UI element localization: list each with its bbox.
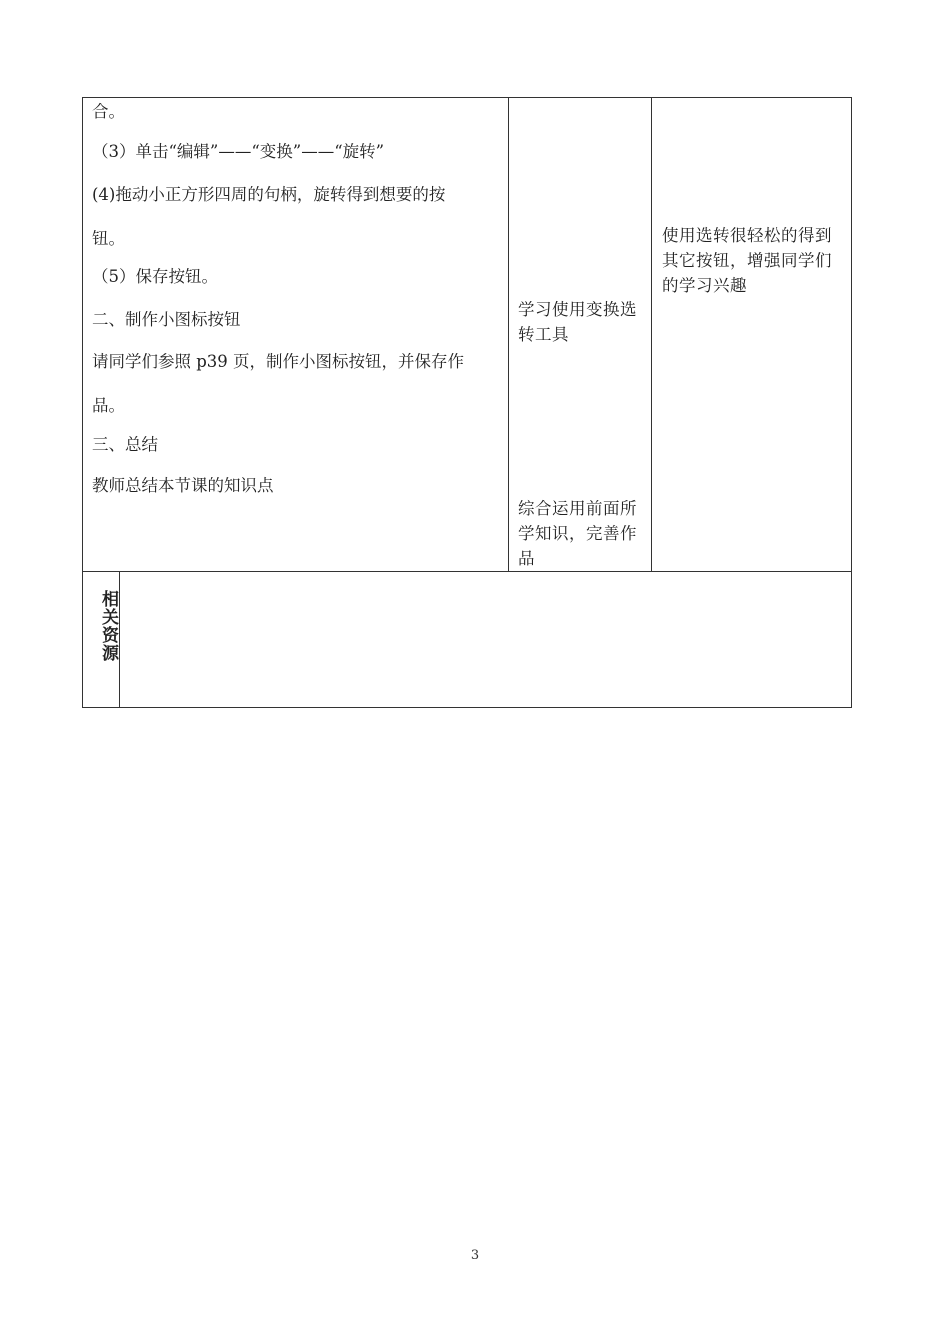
process-line: 教师总结本节课的知识点 [92,476,274,495]
student-activity-text: 学习使用变换选转工具 [518,300,637,344]
design-intent-text: 使用选转很轻松的得到其它按钮，增强同学们的学习兴趣 [662,226,832,295]
process-line: （5）保存按钮。 [92,267,218,286]
student-activity-cell [509,98,652,571]
process-line: 品。 [92,396,125,415]
resources-table [82,571,852,708]
process-line: 合。 [92,102,125,121]
process-line: (4)拖动小正方形四周的句柄，旋转得到想要的按 [92,185,446,204]
process-line: 二、制作小图标按钮 [92,310,241,329]
process-line: 三、总结 [92,435,158,454]
lesson-process-table [82,97,852,572]
process-line: （3）单击“编辑”——“变换”——“旋转” [92,142,385,161]
process-line: 请同学们参照 p39 页，制作小图标按钮，并保存作 [92,352,465,371]
process-line: 钮。 [92,229,125,248]
design-intent-cell [652,98,851,571]
teaching-process-cell [83,98,509,571]
resources-label-cell [83,572,120,707]
resources-content-cell [120,572,851,707]
student-activity-text: 综合运用前面所学知识，完善作品 [518,499,637,568]
page-number: 3 [470,1248,480,1263]
resources-label: 相关资源 [98,590,118,662]
